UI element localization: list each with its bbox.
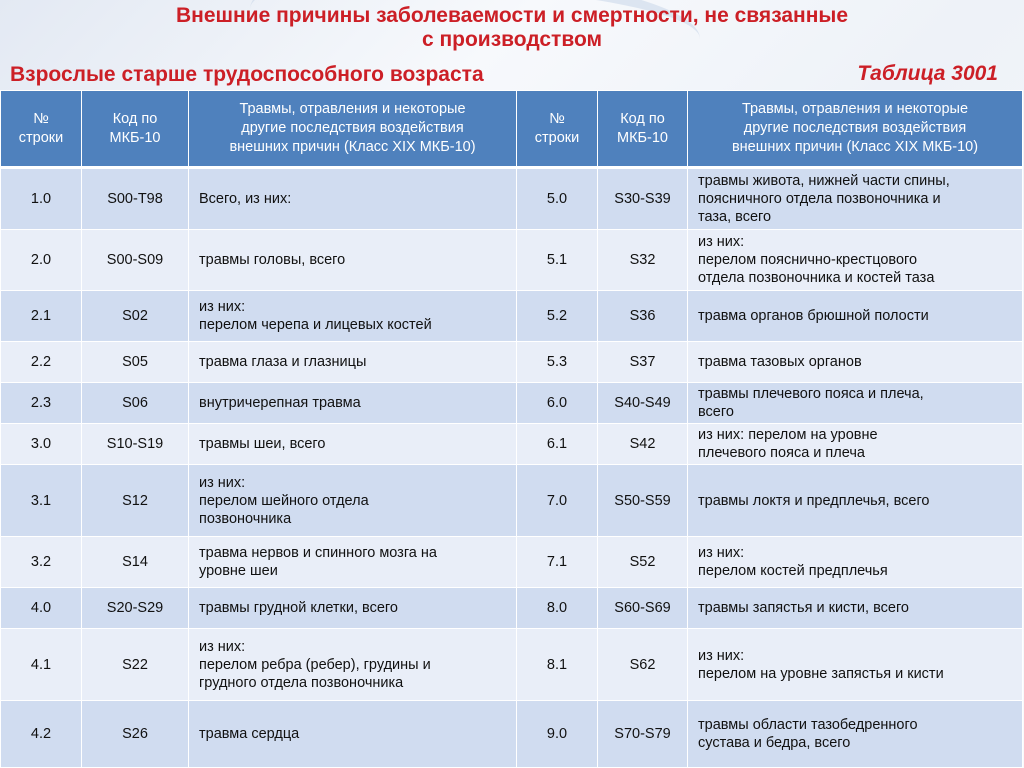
description-line: всего (698, 404, 734, 421)
description-cell (688, 701, 1023, 768)
icd-code-cell: S10-S19 (82, 424, 189, 465)
header-text-line: МКБ-10 (109, 129, 161, 146)
header-text-line: строки (18, 129, 64, 146)
header-text-line: Код по (112, 110, 158, 127)
description-cell (189, 465, 517, 537)
icd-code-cell: S42 (598, 424, 688, 465)
table-number: Таблица 3001 (857, 62, 998, 85)
header-text-line: Травмы, отравления и некоторые (741, 101, 969, 117)
description-cell (688, 291, 1023, 342)
icd-code-cell: S32 (598, 229, 688, 291)
row-number-cell: 8.0 (517, 588, 598, 629)
icd-code-cell: S36 (598, 291, 688, 342)
icd-code-cell: S70-S79 (598, 701, 688, 768)
description-cell (688, 342, 1023, 383)
description-line: из них: (698, 233, 745, 250)
description-line: травмы локтя и предплечья, всего (698, 492, 930, 509)
table-row (1, 465, 1023, 537)
row-number-cell: 4.0 (1, 588, 82, 629)
description-cell (688, 465, 1023, 537)
row-number-cell: 4.1 (1, 629, 82, 701)
header-icd-code (598, 91, 688, 168)
description-cell (189, 168, 517, 230)
description-line: травма глаза и глазницы (199, 354, 367, 371)
icd-code-cell: S14 (82, 537, 189, 588)
description-cell (189, 229, 517, 291)
icd-code-cell: S52 (598, 537, 688, 588)
description-line: сустава и бедра, всего (698, 735, 851, 752)
icd-code-cell: S60-S69 (598, 588, 688, 629)
icd-codes-table (0, 90, 1023, 768)
description-cell (189, 383, 517, 424)
description-cell (189, 291, 517, 342)
row-number-cell: 6.0 (517, 383, 598, 424)
table-row (1, 229, 1023, 291)
description-line: плечевого пояса и плеча (698, 445, 865, 462)
table-row (1, 291, 1023, 342)
header-row-number (1, 91, 82, 168)
table-row (1, 537, 1023, 588)
description-line: внутричерепная травма (199, 395, 361, 412)
row-number-cell: 3.0 (1, 424, 82, 465)
description-line: уровне шеи (199, 563, 278, 580)
table-row (1, 424, 1023, 465)
description-line: травма тазовых органов (698, 354, 862, 371)
page-title-line-2: с производством (421, 28, 603, 51)
table-row (1, 701, 1023, 768)
description-line: перелом черепа и лицевых костей (199, 317, 432, 334)
description-line: из них: (698, 647, 745, 664)
description-line: травма сердца (199, 726, 300, 743)
header-text-line: МКБ-10 (617, 129, 668, 146)
description-line: Всего, из них: (199, 190, 292, 207)
description-cell (688, 588, 1023, 629)
description-line: травма нервов и спинного мозга на (199, 545, 437, 562)
header-text-line: № (549, 110, 565, 127)
row-number-cell: 2.0 (1, 229, 82, 291)
description-line: из них: перелом на уровне (698, 427, 878, 444)
row-number-cell: 8.1 (517, 629, 598, 701)
description-line: перелом костей предплечья (698, 563, 888, 580)
description-line: травмы шеи, всего (199, 436, 326, 453)
row-number-cell: 6.1 (517, 424, 598, 465)
description-cell (189, 588, 517, 629)
table-row (1, 342, 1023, 383)
header-text-line: Травмы, отравления и некоторые (239, 101, 466, 117)
description-line: травмы плечевого пояса и плеча, (698, 386, 924, 403)
row-number-cell: 3.1 (1, 465, 82, 537)
description-line: травмы грудной клетки, всего (199, 600, 398, 617)
description-cell (189, 342, 517, 383)
page-title (0, 4, 1024, 52)
row-number-cell: 2.1 (1, 291, 82, 342)
header-text-line: внешних причин (Класс XIX МКБ-10) (731, 139, 979, 155)
icd-code-cell: S30-S39 (598, 168, 688, 230)
description-cell (688, 629, 1023, 701)
description-line: перелом ребра (ребер), грудины и (199, 656, 431, 673)
header-text-line: Код по (620, 110, 665, 127)
header-text-line: внешних причин (Класс XIX МКБ-10) (229, 139, 476, 155)
description-line: из них: (199, 638, 246, 655)
header-text-line: другие последствия воздействия (743, 120, 967, 136)
description-line: поясничного отдела позвоночника и (698, 190, 941, 207)
icd-code-cell: S20-S29 (82, 588, 189, 629)
icd-code-cell: S05 (82, 342, 189, 383)
description-cell (189, 701, 517, 768)
header-icd-code (82, 91, 189, 168)
description-cell (688, 537, 1023, 588)
icd-code-cell: S50-S59 (598, 465, 688, 537)
description-cell (189, 537, 517, 588)
description-line: таза, всего (698, 208, 772, 225)
row-number-cell: 1.0 (1, 168, 82, 230)
icd-code-cell: S37 (598, 342, 688, 383)
description-cell (688, 383, 1023, 424)
description-cell (688, 168, 1023, 230)
table-row (1, 629, 1023, 701)
icd-code-cell: S06 (82, 383, 189, 424)
description-line: травмы запястья и кисти, всего (698, 600, 909, 617)
icd-code-cell: S00-S09 (82, 229, 189, 291)
description-line: травмы головы, всего (199, 251, 346, 268)
description-line: травмы живота, нижней части спины, (698, 172, 950, 189)
row-number-cell: 7.0 (517, 465, 598, 537)
row-number-cell: 5.1 (517, 229, 598, 291)
table-row (1, 168, 1023, 230)
description-line: грудного отдела позвоночника (199, 674, 404, 691)
description-line: позвоночника (199, 510, 292, 527)
row-number-cell: 5.0 (517, 168, 598, 230)
header-description (189, 91, 517, 168)
description-line: травма органов брюшной полости (698, 308, 929, 325)
page-subtitle: Взрослые старше трудоспособного возраста (10, 63, 484, 86)
icd-code-cell: S00-T98 (82, 168, 189, 230)
header-description (688, 91, 1023, 168)
description-line: перелом на уровне запястья и кисти (698, 665, 944, 682)
description-line: перелом пояснично-крестцового (698, 251, 918, 268)
table-row (1, 588, 1023, 629)
header-text-line: строки (534, 129, 580, 146)
row-number-cell: 5.2 (517, 291, 598, 342)
page-title-line-1: Внешние причины заболеваемости и смертности, не связанные (175, 4, 849, 27)
description-line: отдела позвоночника и костей таза (698, 269, 935, 286)
table-header-row (1, 91, 1023, 168)
header-text-line: другие последствия воздействия (241, 120, 464, 136)
icd-code-cell: S22 (82, 629, 189, 701)
description-line: перелом шейного отдела (199, 492, 369, 509)
icd-code-cell: S26 (82, 701, 189, 768)
row-number-cell: 2.3 (1, 383, 82, 424)
row-number-cell: 3.2 (1, 537, 82, 588)
description-cell (189, 629, 517, 701)
description-line: из них: (199, 299, 246, 316)
description-cell (688, 229, 1023, 291)
description-cell (688, 424, 1023, 465)
row-number-cell: 4.2 (1, 701, 82, 768)
icd-code-cell: S12 (82, 465, 189, 537)
row-number-cell: 2.2 (1, 342, 82, 383)
row-number-cell: 5.3 (517, 342, 598, 383)
description-line: из них: (199, 474, 246, 491)
header-text-line: № (33, 110, 49, 127)
icd-code-cell: S02 (82, 291, 189, 342)
description-line: из них: (698, 545, 745, 562)
row-number-cell: 7.1 (517, 537, 598, 588)
icd-code-cell: S40-S49 (598, 383, 688, 424)
table-row (1, 383, 1023, 424)
icd-code-cell: S62 (598, 629, 688, 701)
description-line: травмы области тазобедренного (698, 717, 918, 734)
description-cell (189, 424, 517, 465)
header-row-number (517, 91, 598, 168)
row-number-cell: 9.0 (517, 701, 598, 768)
